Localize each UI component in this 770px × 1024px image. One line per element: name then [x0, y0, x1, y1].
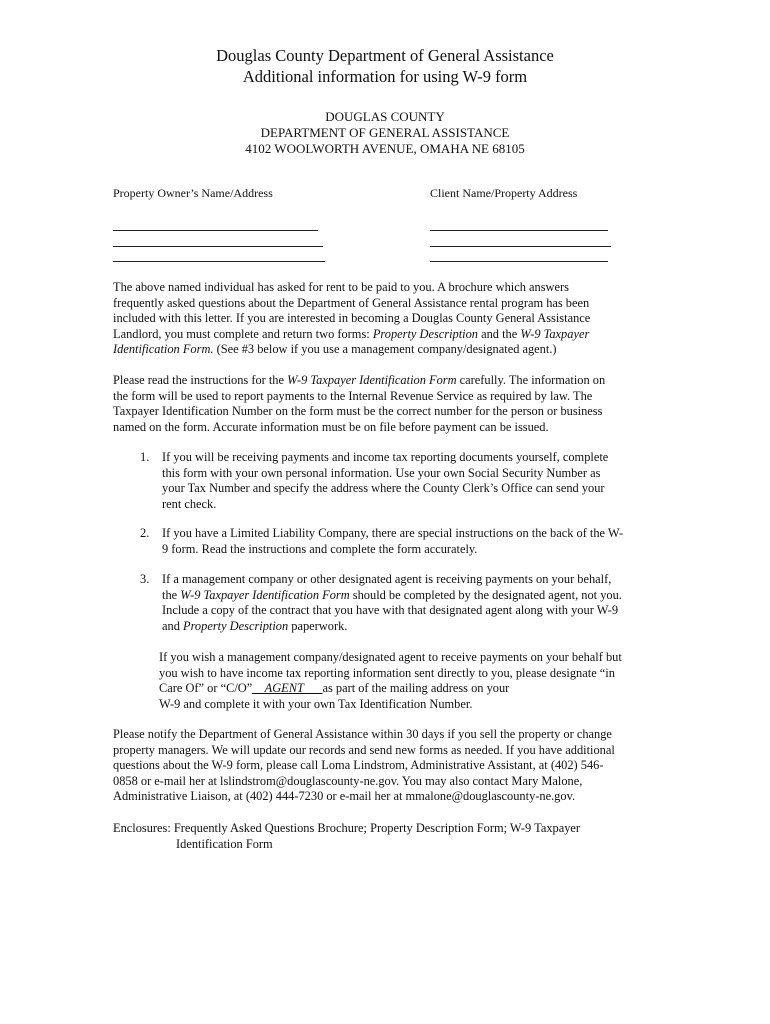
doc-title-line2: Additional information for using W-9 form: [242, 67, 528, 86]
client-blank-line-3[interactable]: [430, 261, 608, 262]
enclosures-line1: Enclosures: Frequently Asked Questions Brochure; Property Description Form; W-9 Taxpayer: [113, 821, 581, 835]
agent-designation: __AGENT___: [252, 681, 323, 696]
list-number-2: 2.: [140, 526, 150, 540]
address-line3: 4102 WOOLWORTH AVENUE, OMAHA NE 68105: [245, 141, 525, 156]
client-blank-line-2[interactable]: [430, 246, 611, 247]
enclosures-line2: Identification Form: [176, 837, 273, 851]
owner-blank-line-3[interactable]: [113, 261, 325, 262]
intro-paragraph: The above named individual has asked for rent to be paid to you. A brochure which answers frequently asked questions about the Department of General Assistance rental program has been included with this letter. If you are interested in becoming a Douglas County General Assistance Landlord, you must complete and return two forms: Property Description and the W-9 Taxpayer Identification Form. (See #3 below if you use a management company/designated agent.): [113, 280, 591, 357]
doc-title-line1: Douglas County Department of General Assistance: [216, 46, 554, 65]
client-blank-line-1[interactable]: [430, 230, 608, 231]
address-line2: DEPARTMENT OF GENERAL ASSISTANCE: [260, 125, 510, 140]
address-line1: DOUGLAS COUNTY: [325, 109, 445, 124]
instructions-paragraph: Please read the instructions for the W-9 Taxpayer Identification Form carefully. The information on the form will be used to report payments to the Internal Revenue Service as required by law. The Taxpayer Identification Number on the form must be the correct number for the person or business named on the form. Accurate information must be on file before payment can be issued.: [113, 373, 606, 434]
client-label: Client Name/Property Address: [430, 186, 578, 200]
owner-label: Property Owner’s Name/Address: [113, 186, 273, 200]
owner-blank-line-2[interactable]: [113, 246, 323, 247]
owner-blank-line-1[interactable]: [113, 230, 318, 231]
list-number-1: 1.: [140, 450, 150, 464]
list-item-2: If you have a Limited Liability Company, there are special instructions on the back of the W- 9 form. Read the instructions and complete the form accurately.: [162, 526, 624, 556]
agent-paragraph: If you wish a management company/designated agent to receive payments on your behalf but you wish to have income tax reporting information sent directly to you, please designate “in Care Of” or “C/O”__AGENT___as part of the mailing address on your W-9 and complete it with your own Tax Identification Number.: [159, 650, 622, 711]
list-number-3: 3.: [140, 572, 150, 586]
contact-paragraph: Please notify the Department of General Assistance within 30 days if you sell the property or change property managers. We will update our records and send new forms as needed. If you have additional questions about the W-9 form, please call Loma Lindstrom, Administrative Assistant, at (402) 546- 0858 or e-mail her at lslindstrom@douglascounty-ne.gov. You may also contact Mary Malone, Administrative Liaison, at (402) 444-7230 or e-mail her at mmalone@douglascounty-ne.gov.: [113, 727, 615, 804]
list-item-1: If you will be receiving payments and income tax reporting documents yourself, complete this form with your own personal information. Use your own Social Security Number as your Tax Number and specify the address where the County Clerk’s Office can send your rent check.: [162, 450, 609, 511]
list-item-3: If a management company or other designated agent is receiving payments on your behalf, the W-9 Taxpayer Identification Form should be completed by the designated agent, not you. Include a copy of the contract that you have with that designated agent along with your W-9 and Property Description paperwork.: [162, 572, 622, 633]
